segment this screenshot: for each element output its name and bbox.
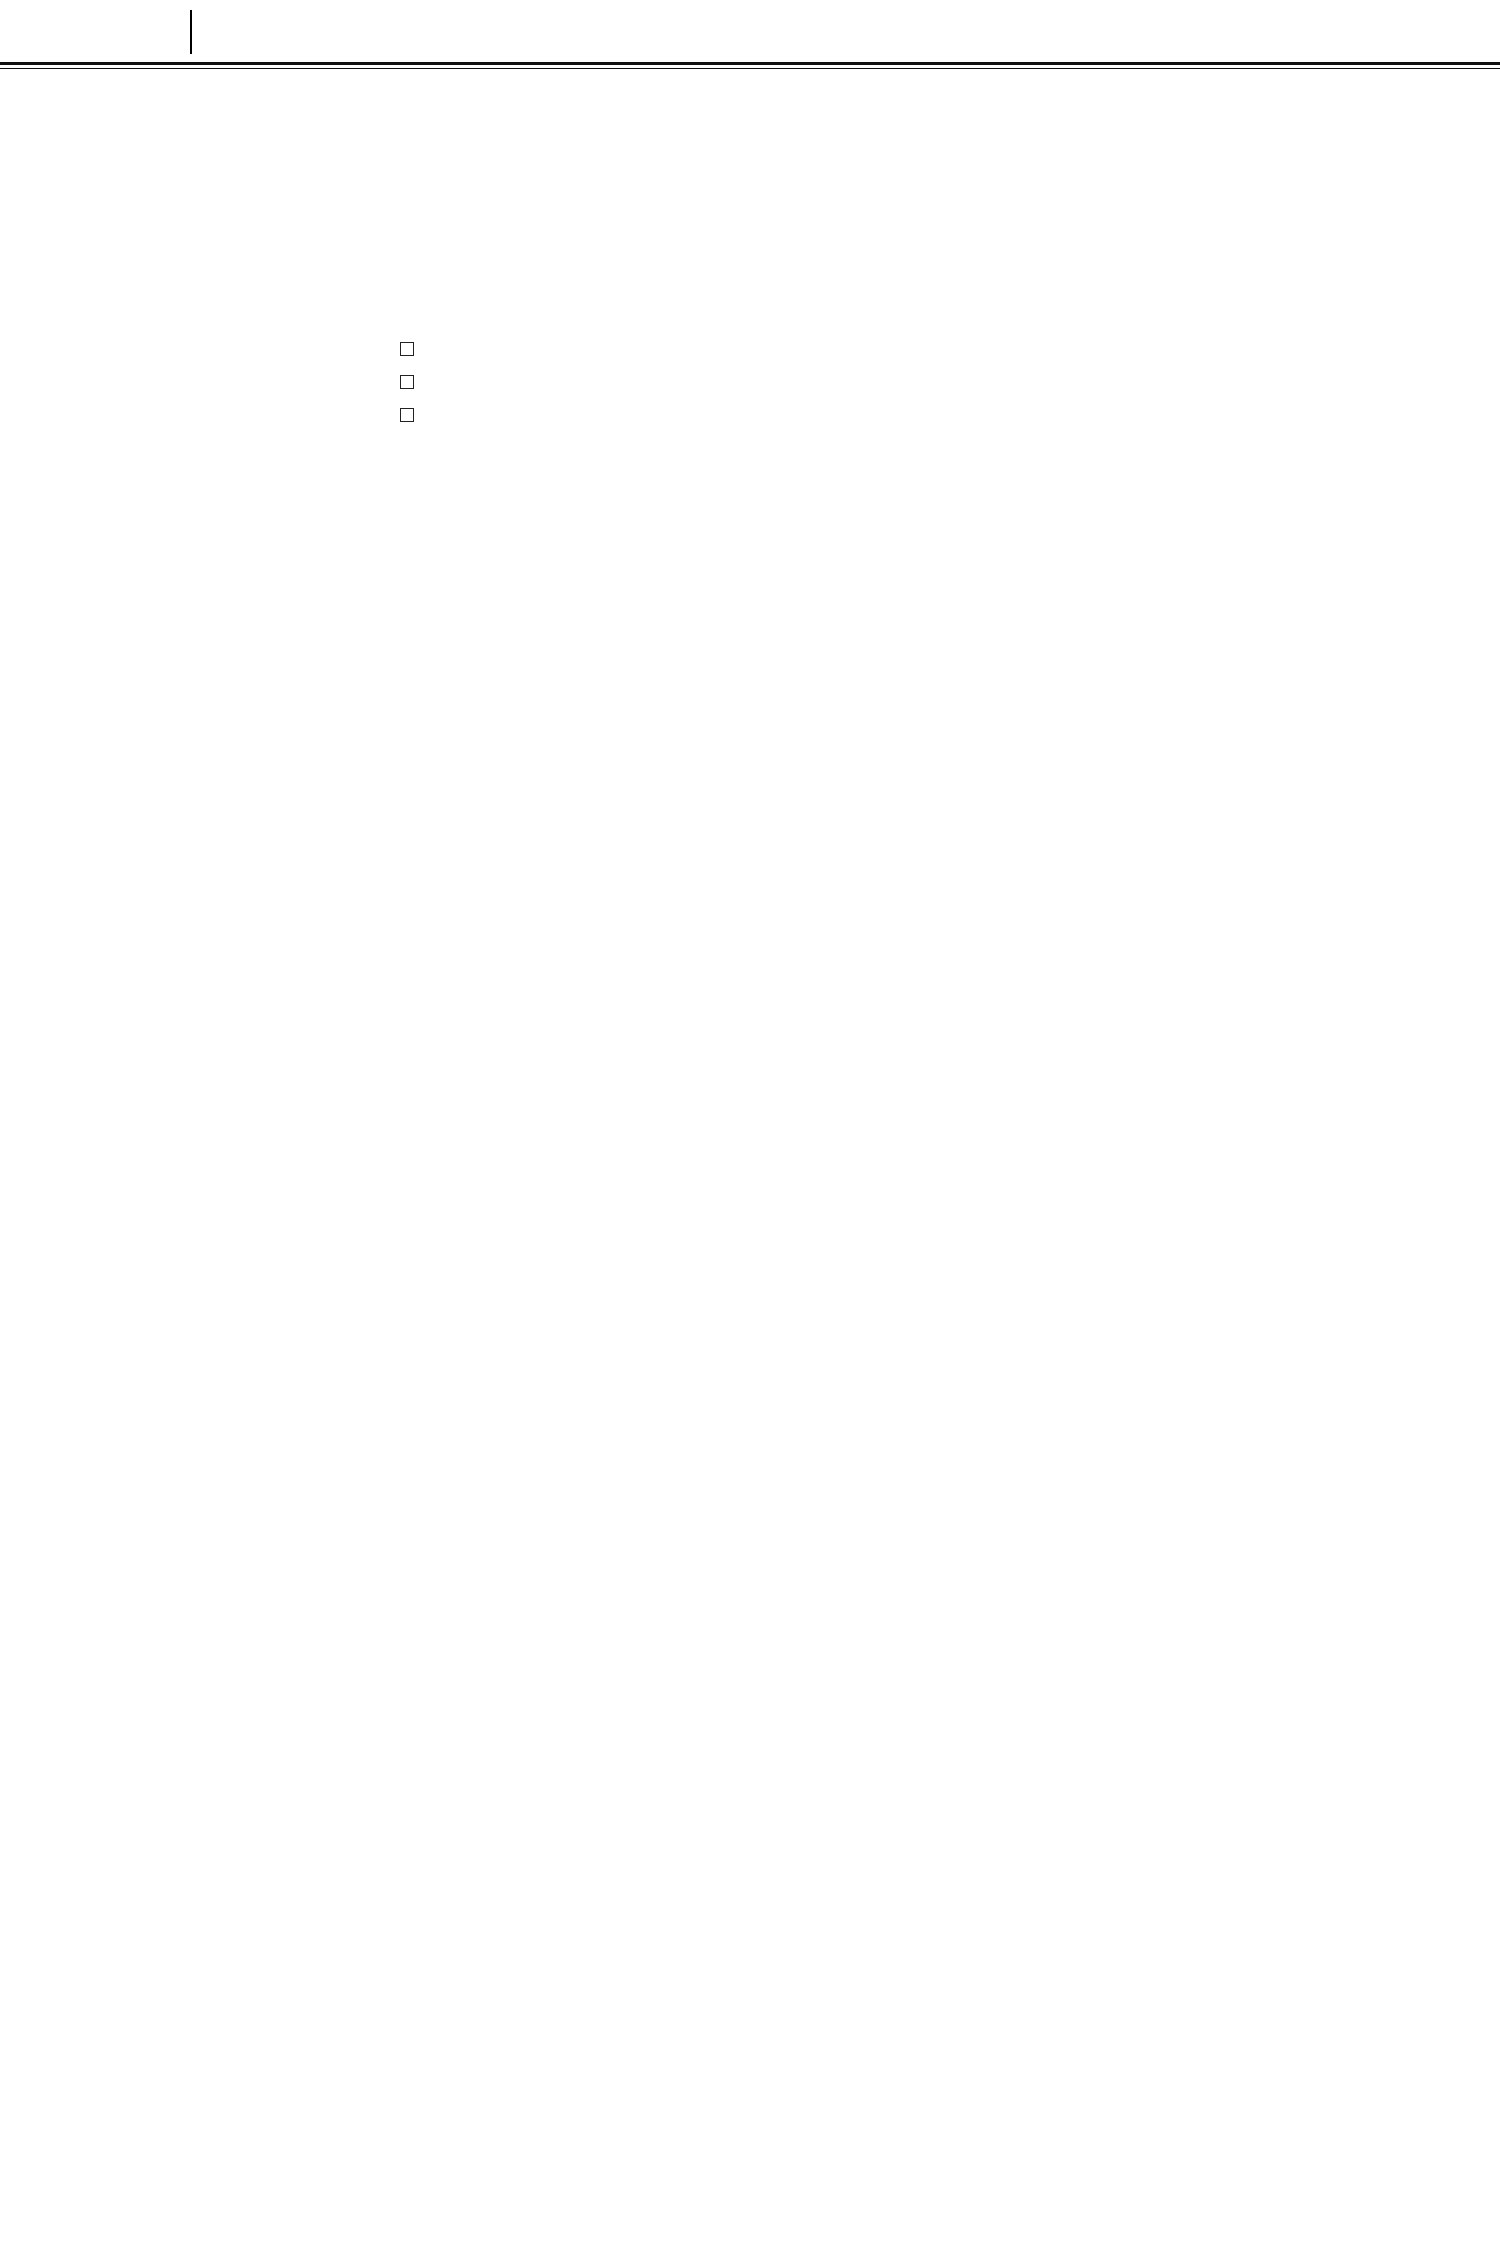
masthead-divider (190, 10, 192, 54)
key-point (400, 333, 1100, 356)
masthead (8, 8, 188, 14)
key-point (400, 399, 1100, 422)
key-points (400, 333, 1100, 432)
square-bullet-icon (400, 408, 414, 422)
key-point (400, 366, 1100, 389)
square-bullet-icon (400, 342, 414, 356)
square-bullet-icon (400, 375, 414, 389)
editor-credits (1434, 10, 1484, 26)
header-rule-thin (0, 68, 1500, 69)
header-rule (0, 62, 1500, 65)
